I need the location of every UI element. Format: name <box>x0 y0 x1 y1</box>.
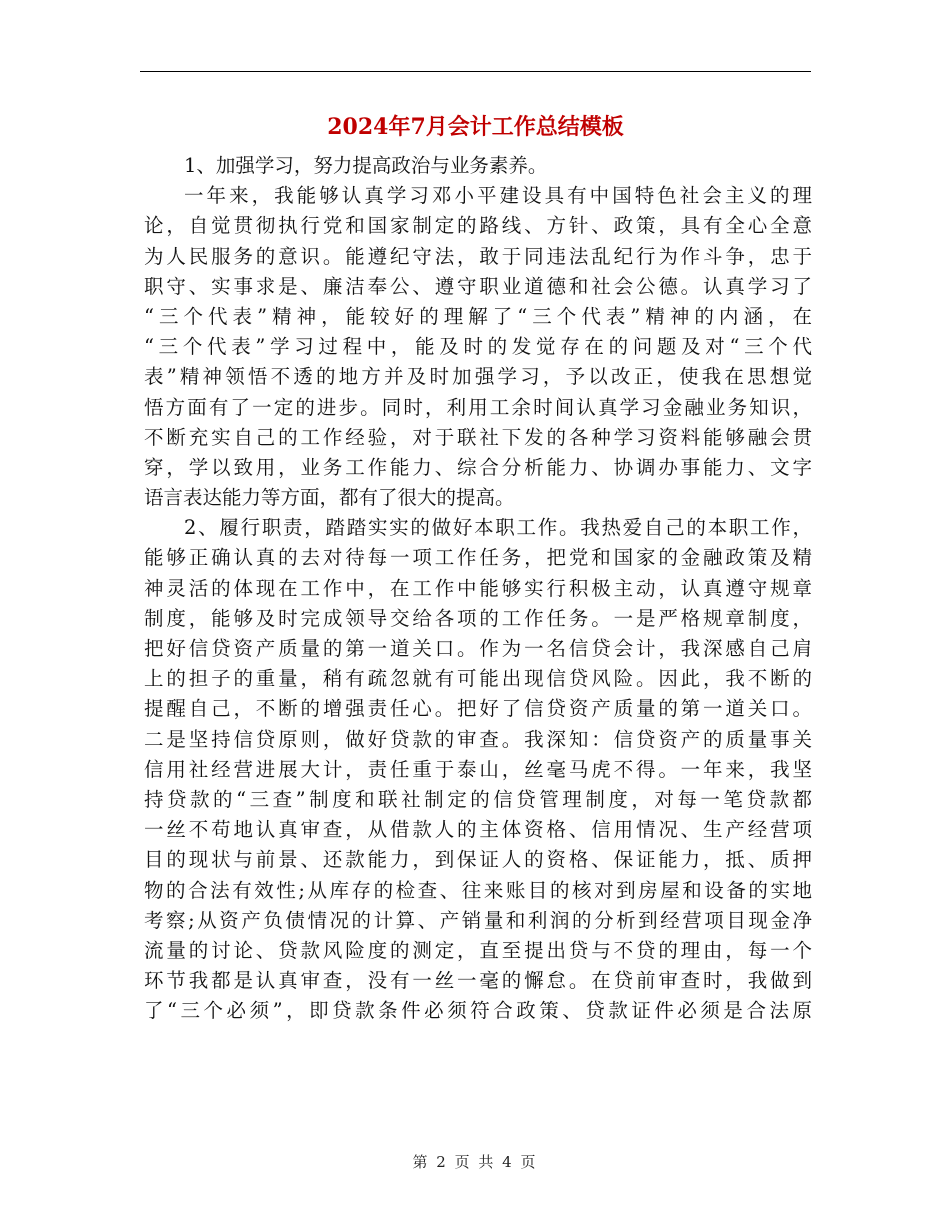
text-line: 表”精神领悟不透的地方并及时加强学习，予以改正，使我在思想觉 <box>144 365 812 389</box>
page-number: 第 2 页 共 4 页 <box>412 1153 538 1171</box>
document-title: 2024年7月会计工作总结模板 <box>327 114 624 140</box>
text-line: 职守、实事求是、廉洁奉公、遵守职业道德和社会公德。认真学习了 <box>144 274 812 298</box>
text-line: 穿，学以致用，业务工作能力、综合分析能力、协调办事能力、文字 <box>144 455 812 479</box>
text-line: “三个代表”学习过程中，能及时的发觉存在的问题及对“三个代 <box>144 335 812 359</box>
text-line: 一丝不苟地认真审查，从借款人的主体资格、信用情况、生产经营项 <box>144 818 812 842</box>
text-line: 制度，能够及时完成领导交给各项的工作任务。一是严格规章制度， <box>144 606 812 630</box>
text-line: 能够正确认真的去对待每一项工作任务，把党和国家的金融政策及精 <box>144 546 812 570</box>
text-line: 二是坚持信贷原则，做好贷款的审查。我深知：信贷资产的质量事关 <box>144 727 812 751</box>
text-line: “三个代表”精神，能较好的理解了“三个代表”精神的内涵，在 <box>144 304 812 328</box>
text-line: 语言表达能力等方面，都有了很大的提高。 <box>144 486 515 510</box>
text-line: 把好信贷资产质量的第一道关口。作为一名信贷会计，我深感自己肩 <box>144 637 812 660</box>
text-line: 物的合法有效性;从库存的检查、往来账目的核对到房屋和设备的实地 <box>144 878 812 902</box>
text-line: 悟方面有了一定的进步。同时，利用工余时间认真学习金融业务知识， <box>144 395 812 419</box>
text-line: 上的担子的重量，稍有疏忽就有可能出现信贷风险。因此，我不断的 <box>144 667 812 691</box>
text-line: 不断充实自己的工作经验，对于联社下发的各种学习资料能够融会贯 <box>144 425 812 449</box>
text-line: 神灵活的体现在工作中，在工作中能够实行积极主动，认真遵守规章 <box>144 576 812 600</box>
text-line: 为人民服务的意识。能遵纪守法，敢于同违法乱纪行为作斗争，忠于 <box>144 244 812 268</box>
text-line: 论，自觉贯彻执行党和国家制定的路线、方针、政策，具有全心全意 <box>144 214 812 238</box>
text-line: 了“三个必须”，即贷款条件必须符合政策、贷款证件必须是合法原 <box>144 999 812 1023</box>
text-line: 1、加强学习，努力提高政治与业务素养。 <box>184 154 548 177</box>
text-line: 持贷款的“三查”制度和联社制定的信贷管理制度，对每一笔贷款都 <box>144 787 812 811</box>
text-line: 2、履行职责，踏踏实实的做好本职工作。我热爱自己的本职工作， <box>184 516 812 540</box>
text-line: 考察;从资产负债情况的计算、产销量和利润的分析到经营项目现金净 <box>144 908 812 932</box>
text-line: 一年来，我能够认真学习邓小平建设具有中国特色社会主义的理 <box>184 184 812 208</box>
document-body <box>144 151 812 1026</box>
text-line: 目的现状与前景、还款能力，到保证人的资格、保证能力，抵、质押 <box>144 848 812 872</box>
text-line: 流量的讨论、贷款风险度的测定，直至提出贷与不贷的理由，每一个 <box>144 938 812 962</box>
header-rule <box>140 71 811 72</box>
text-line: 信用社经营进展大计，责任重于泰山，丝毫马虎不得。一年来，我坚 <box>144 757 812 781</box>
text-line: 提醒自己，不断的增强责任心。把好了信贷资产质量的第一道关口。 <box>144 697 812 721</box>
text-line: 环节我都是认真审查，没有一丝一毫的懈怠。在贷前审查时，我做到 <box>144 969 812 993</box>
